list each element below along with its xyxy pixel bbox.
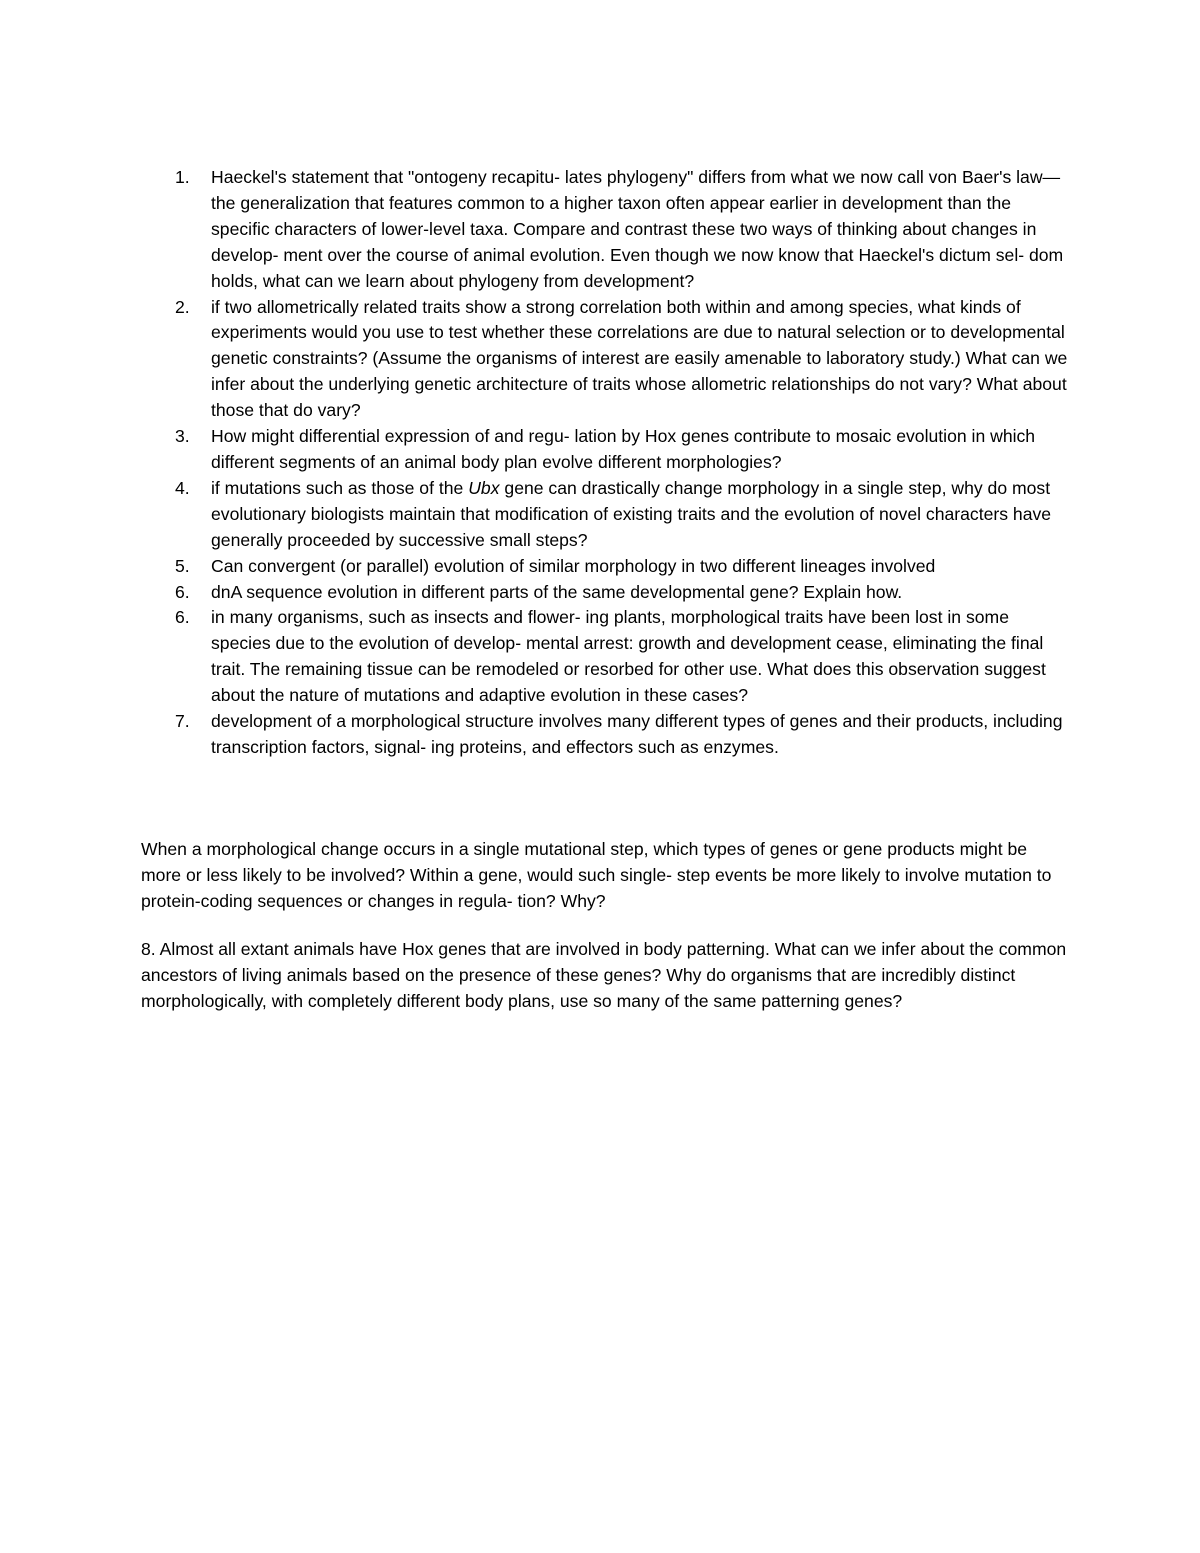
list-item-number: 6. [175, 607, 190, 628]
list-item-number: 2. [175, 296, 190, 317]
list-item [141, 554, 1071, 580]
gene-name-italic: Ubx [468, 477, 500, 498]
list-item [141, 165, 1071, 295]
text-segment: gene can drastically change morphology in a single step, why do most evolutionary biologists maintain that modification of existing traits and the evolution of novel characters have generally proceeded by successive small steps? [211, 477, 1052, 550]
list-item [141, 580, 1071, 606]
text-segment: if mutations such as those of the [211, 477, 469, 498]
list-item [141, 424, 1071, 476]
question-list [141, 165, 1071, 761]
list-item-text: dnA sequence evolution in different parts of the same developmental gene? Explain how. [211, 581, 903, 602]
list-item-number: 3. [175, 426, 190, 447]
list-item-text: if two allometrically related traits show a strong correlation both within and among species, what kinds of experiments would you use to test whether these correlations are due to natural selection or to developmental genetic constraints? (Assume the organisms of interest are easily amenable to laboratory study.) What can we infer about the underlying genetic architecture of traits whose allometric relationships do not vary? What about those that do vary? [211, 296, 1068, 421]
paragraph: When a morphological change occurs in a single mutational step, which types of genes or gene products might be more or less likely to be involved? Within a gene, would such single- step events be more likely to involve mutation to protein-coding sequences or changes in regula- tion? Why? [141, 839, 1052, 911]
list-item-text: development of a morphological structure involves many different types of genes and their products, including transcription factors, signal- ing proteins, and effectors such as enzymes. [211, 711, 1063, 757]
list-item-text: How might differential expression of and regu- lation by Hox genes contribute to mosaic evolution in which different segments of an animal body plan evolve different morphologies? [211, 426, 1036, 472]
list-item-number: 4. [175, 477, 190, 498]
list-item-number: 1. [175, 167, 190, 187]
list-item-text: in many organisms, such as insects and flower- ing plants, morphological traits have been lost in some species due to the evolution of develop- mental arrest: growth and development cease, eliminating the final trait. The remaining tissue can be remodeled or resorbed for other use. What does this observation suggest about the nature of mutations and adaptive evolution in these cases? [211, 607, 1046, 706]
list-item [141, 476, 1071, 554]
list-item-text: Can convergent (or parallel) evolution of similar morphology in two different lineages involved [211, 555, 936, 576]
list-item-number: 5. [175, 555, 190, 576]
list-item-number: 6. [175, 581, 190, 602]
list-item [141, 295, 1071, 425]
list-item-text [211, 478, 1051, 550]
list-item-number: 7. [175, 711, 190, 732]
list-item [141, 709, 1071, 761]
paragraph: 8. Almost all extant animals have Hox genes that are involved in body patterning. What can we infer about the common ancestors of living animals based on the presence of these genes? Why do organisms that are incredibly distinct morphologically, with completely different body plans, use so many of the same patterning genes? [141, 939, 1067, 1011]
list-item [141, 605, 1071, 709]
list-item-text: Haeckel's statement that "ontogeny recapitu- lates phylogeny" differs from what we now call von Baer's law—the generalization that features common to a higher taxon often appear earlier in development than the specific characters of lower-level taxa. Compare and contrast these two ways of thinking about changes in develop- ment over the course of animal evolution. Even though we now know that Haeckel's dictum sel- dom holds, what can we learn about phylogeny from development? [211, 167, 1064, 291]
